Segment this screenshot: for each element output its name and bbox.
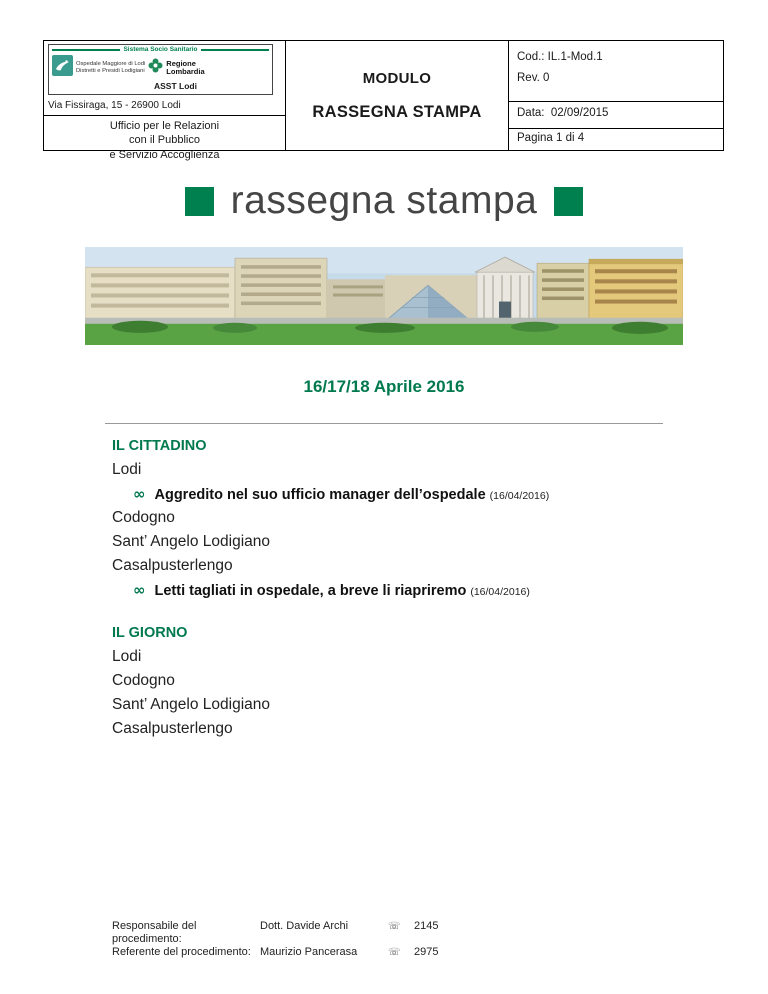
document-footer bbox=[112, 920, 464, 959]
ospedale-maggiore-logo-icon bbox=[52, 55, 73, 81]
data-label: Data: 02/09/2015 bbox=[509, 102, 723, 129]
article-title: Aggredito nel suo ufficio manager dell’ospedale bbox=[154, 487, 486, 503]
city-item: Codogno bbox=[112, 672, 175, 689]
regione-lombardia-logo-icon bbox=[148, 58, 163, 78]
date-heading: 16/17/18 Aprile 2016 bbox=[303, 377, 465, 396]
section-il-cittadino bbox=[112, 434, 672, 602]
city-item: Sant’ Angelo Lodigiano bbox=[112, 696, 271, 713]
office-label bbox=[44, 116, 285, 162]
logo-row bbox=[52, 53, 269, 81]
sistema-socio-sanitario-label: Sistema Socio Sanitario bbox=[123, 46, 198, 53]
banner-line-left bbox=[52, 49, 120, 51]
hospital-name-line2: Distretti e Presidi Lodigiani bbox=[76, 68, 145, 74]
city-item: Lodi bbox=[112, 648, 142, 665]
hospital-name bbox=[76, 61, 145, 75]
footer-row-referente bbox=[112, 946, 464, 959]
regione-name bbox=[166, 60, 204, 77]
header-middle-cell bbox=[286, 41, 509, 150]
page-title bbox=[0, 179, 768, 223]
article-title: Letti tagliati in ospedale, a breve li riapriremo bbox=[154, 583, 467, 599]
header-left-top bbox=[44, 41, 285, 116]
footer-name: Dott. Davide Archi bbox=[260, 920, 349, 932]
footer-extension: 2975 bbox=[414, 946, 439, 958]
horizontal-rule bbox=[105, 423, 663, 424]
footer-row-responsabile bbox=[112, 920, 464, 946]
cod-label: Cod.: IL.1-Mod.1 bbox=[517, 51, 603, 63]
green-square-icon bbox=[554, 187, 583, 216]
logo-box bbox=[48, 44, 273, 95]
article-item bbox=[112, 482, 672, 506]
city-item: Codogno bbox=[112, 509, 175, 526]
address-line: Via Fissiraga, 15 - 26900 Lodi bbox=[48, 100, 181, 111]
office-line-3: e Servizio Accoglienza bbox=[109, 148, 220, 161]
rassegna-stampa-label: RASSEGNA STAMPA bbox=[312, 102, 482, 121]
green-square-icon bbox=[185, 187, 214, 216]
city-item: Sant’ Angelo Lodigiano bbox=[112, 533, 271, 550]
office-line-1: Ufficio per le Relazioni bbox=[109, 120, 220, 132]
city-item: Casalpusterlengo bbox=[112, 720, 233, 737]
city-item: Lodi bbox=[112, 461, 142, 478]
modulo-label: MODULO bbox=[362, 69, 432, 87]
section-heading: IL CITTADINO bbox=[112, 438, 207, 454]
hospital-panorama-image bbox=[85, 247, 683, 345]
article-date: (16/04/2016) bbox=[470, 586, 530, 598]
article-date: (16/04/2016) bbox=[489, 490, 550, 502]
phone-icon: ☏ bbox=[388, 947, 401, 958]
footer-label: Responsabile del procedimento: bbox=[112, 920, 197, 945]
section-il-giorno bbox=[112, 621, 672, 741]
rev-label: Rev. 0 bbox=[517, 71, 550, 84]
header-left-cell bbox=[44, 41, 286, 161]
header-table bbox=[43, 40, 724, 161]
infinity-bullet-icon: ∞ bbox=[133, 581, 146, 599]
press-review-content bbox=[112, 434, 672, 741]
meta-cod-rev-cell bbox=[509, 41, 723, 102]
banner-line-right bbox=[201, 49, 269, 51]
section-heading: IL GIORNO bbox=[112, 625, 188, 641]
office-line-2: con il Pubblico bbox=[129, 134, 200, 147]
footer-label: Referente del procedimento: bbox=[112, 946, 251, 958]
asst-lodi-label: ASST Lodi bbox=[154, 81, 197, 91]
page-title-text: rassegna stampa bbox=[230, 179, 538, 222]
infinity-bullet-icon: ∞ bbox=[133, 485, 146, 503]
regione-name-line2: Lombardia bbox=[166, 67, 205, 76]
city-item: Casalpusterlengo bbox=[112, 557, 233, 574]
article-item bbox=[112, 578, 672, 602]
regione-name-line1: Regione bbox=[166, 58, 196, 68]
phone-icon: ☏ bbox=[388, 921, 401, 932]
footer-extension: 2145 bbox=[414, 920, 439, 932]
hospital-name-line1: Ospedale Maggiore di Lodi bbox=[76, 60, 146, 67]
sistema-socio-sanitario-banner bbox=[52, 46, 269, 53]
pagina-label: Pagina 1 di 4 bbox=[517, 132, 585, 144]
header-right-cell bbox=[509, 41, 723, 150]
footer-name: Maurizio Pancerasa bbox=[260, 946, 358, 958]
